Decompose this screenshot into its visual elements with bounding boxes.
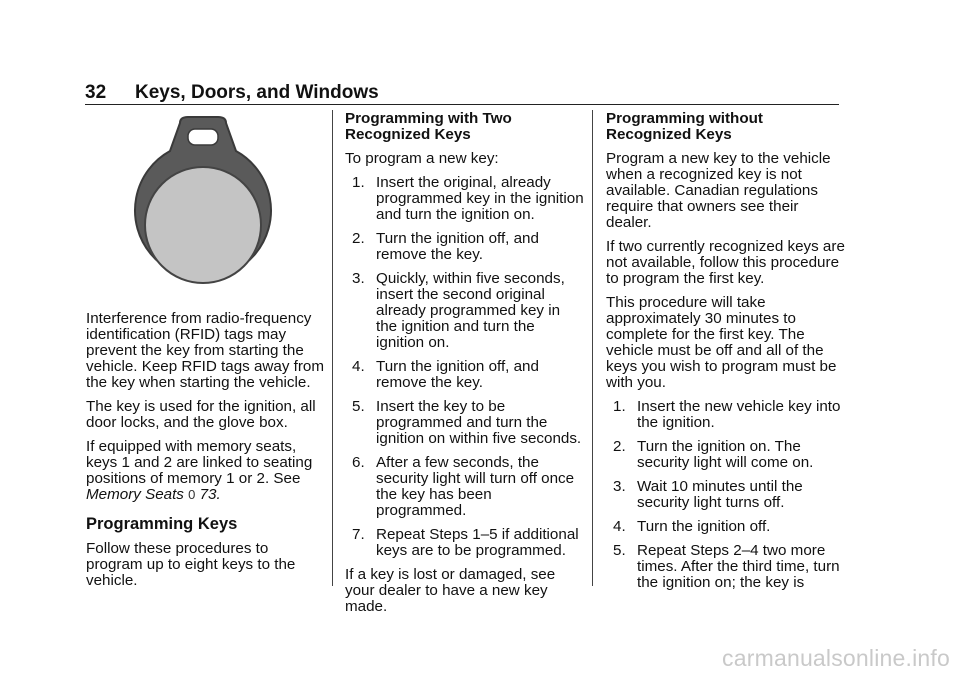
list-item: 7. Repeat Steps 1–5 if additional keys are to be programmed. xyxy=(352,526,579,559)
programming-intro-paragraph: Follow these procedures to program up to eight keys to the vehicle. xyxy=(86,540,296,589)
list-item: 3. Quickly, within five seconds, insert the second original already programmed key in the ignition and turn the ignition on. xyxy=(352,270,565,351)
rfid-key-fob-illustration xyxy=(128,115,278,297)
no-keys-paragraph-2: If two currently recognized keys are not available, follow this procedure to program the first key. xyxy=(606,238,845,287)
list-item: 6. After a few seconds, the security light will turn off once the key has been programmed. xyxy=(352,454,575,519)
list-item: 1. Insert the new vehicle key into the ignition. xyxy=(613,398,841,431)
list-item: 2. Turn the ignition off, and remove the key. xyxy=(352,230,539,263)
list-item: 5. Insert the key to be programmed and turn the ignition on within five seconds. xyxy=(352,398,582,447)
two-keys-intro: To program a new key: xyxy=(345,150,499,167)
page-number: 32 xyxy=(85,82,107,103)
page-header xyxy=(85,82,839,105)
list-item: 2. Turn the ignition on. The security light will come on. xyxy=(613,438,814,471)
watermark: carmanualsonline.info xyxy=(722,645,950,671)
chapter-title: Keys, Doors, and Windows xyxy=(135,82,379,103)
list-item: 4. Turn the ignition off. xyxy=(613,518,771,535)
two-keys-steps xyxy=(345,175,585,559)
column-divider xyxy=(332,110,333,586)
no-keys-paragraph-3: This procedure will take approximately 30 minutes to complete for the first key. The vehicle must be off and all of the keys you wish to program must be with you. xyxy=(606,294,837,391)
memory-seats-text: If equipped with memory seats, keys 1 and 2 are linked to seating positions of memory 1 or 2. See xyxy=(86,438,313,487)
list-item: 4. Turn the ignition off, and remove the key. xyxy=(352,358,539,391)
column-2 xyxy=(345,111,585,623)
rfid-paragraph: Interference from radio-frequency identification (RFID) tags may prevent the key from starting the vehicle. Keep RFID tags away from the key when starting the vehicle. xyxy=(86,310,325,391)
column-1 xyxy=(86,112,326,597)
list-item: 1. Insert the original, already programmed key in the ignition and turn the ignition on. xyxy=(352,174,584,223)
no-keys-steps xyxy=(606,399,846,591)
lost-key-paragraph: If a key is lost or damaged, see your dealer to have a new key made. xyxy=(345,566,556,615)
list-item: 3. Wait 10 minutes until the security light turns off. xyxy=(613,478,803,511)
list-item: 5. Repeat Steps 2–4 two more times. After the third time, turn the ignition on; the key is xyxy=(613,542,840,591)
page-ref-arrow-icon: 0 xyxy=(188,487,196,502)
memory-seats-link[interactable]: Memory Seats xyxy=(86,486,184,503)
subhead-no-keys: Programming without Recognized Keys xyxy=(606,110,763,143)
no-keys-paragraph-1: Program a new key to the vehicle when a recognized key is not available. Canadian regulations require that owners see their dealer. xyxy=(606,150,831,231)
memory-seats-paragraph: If equipped with memory seats, keys 1 and 2 are linked to seating positions of memory 1 or 2. See Memory Seats 0 73. xyxy=(86,438,313,503)
section-title: Programming Keys xyxy=(86,515,238,533)
subhead-two-keys: Programming with Two Recognized Keys xyxy=(345,110,512,143)
key-usage-paragraph: The key is used for the ignition, all door locks, and the glove box. xyxy=(86,398,316,431)
column-3 xyxy=(606,111,846,599)
column-divider xyxy=(592,110,593,586)
memory-seats-page-ref[interactable]: 73 xyxy=(199,486,217,503)
